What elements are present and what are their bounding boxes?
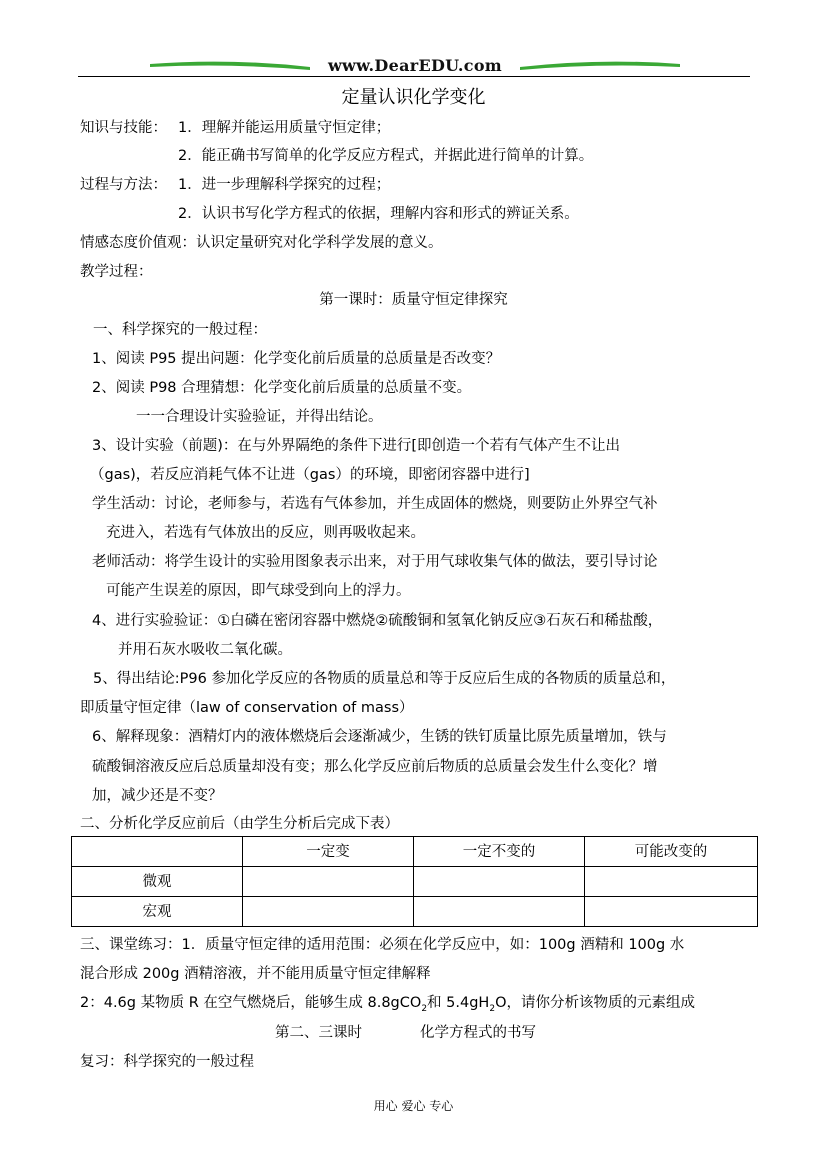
exercise-line2: 混合形成 200g 酒精溶液，并不能用质量守恒定律解释	[80, 966, 431, 982]
step-6-line1: 6、解释现象：酒精灯内的液体燃烧后会逐渐减少，生锈的铁钉质量比原先质量增加，铁与	[92, 729, 667, 745]
teaching-process-label: 教学过程：	[80, 264, 153, 280]
step-4-line1: 4、进行实验验证：①白磷在密闭容器中燃烧②硫酸铜和氢氧化钠反应③石灰石和稀盐酸，	[92, 613, 663, 629]
table-header-cell: 一定不变的	[414, 837, 585, 867]
step-6-line2: 硫酸铜溶液反应后总质量却没有变；那么化学反应前后物质的总质量会发生什么变化？增	[92, 759, 658, 775]
exercise-line1: 三、课堂练习：1．质量守恒定律的适用范围：必须在化学反应中，如：100g 酒精和 100g 水	[80, 937, 685, 953]
student-activity-line2: 充进入，若选有气体放出的反应，则再吸收起来。	[106, 525, 425, 541]
analysis-table	[71, 836, 758, 927]
table-row	[72, 867, 758, 897]
step-3-line1: 3、设计实验（前题)：在与外界隔绝的条件下进行[即创造一个若有气体产生不让出	[92, 438, 621, 454]
row-label-macro: 宏观	[72, 897, 243, 927]
table-cell	[243, 897, 414, 927]
step-5-line2: 即质量守恒定律（law of conservation of mass）	[80, 700, 414, 716]
student-activity-line1: 学生活动：讨论，老师参与，若选有气体参加，并生成固体的燃烧，则要防止外界空气补	[92, 496, 658, 512]
knowledge-item-2: 2．能正确书写简单的化学反应方程式，并据此进行简单的计算。	[178, 148, 594, 164]
process-label: 过程与方法：	[80, 177, 167, 193]
table-cell	[585, 897, 758, 927]
site-logo-text: www.DearEDU.com	[327, 56, 503, 75]
table-cell	[414, 897, 585, 927]
table-cell	[414, 867, 585, 897]
step-5-line1: 5、得出结论:P96 参加化学反应的各物质的质量总和等于反应后生成的各物质的质量总和，	[93, 671, 676, 687]
subscript-2: 2	[489, 1003, 496, 1014]
lesson1-heading: 第一课时：质量守恒定律探究	[319, 292, 508, 308]
subscript-2: 2	[421, 1003, 428, 1014]
table-header-cell: 可能改变的	[585, 837, 758, 867]
table-row	[72, 897, 758, 927]
process-item-1: 1．进一步理解科学探究的过程；	[178, 177, 391, 193]
exercise-text-a: 2：4.6g 某物质 R 在空气燃烧后，能够生成 8.8gCO	[80, 995, 422, 1011]
review-line: 复习：科学探究的一般过程	[80, 1054, 254, 1070]
step-3-line2: （gas)，若反应消耗气体不让进（gas）的环境，即密闭容器中进行]	[90, 467, 530, 483]
section2-heading: 二、分析化学反应前后（由学生分析后完成下表）	[80, 816, 399, 832]
lesson23-heading-part2: 化学方程式的书写	[420, 1025, 536, 1041]
table-header-row	[72, 837, 758, 867]
step-2-note: 一一合理设计实验验证，并得出结论。	[136, 409, 383, 425]
step-2: 2、阅读 P98 合理猜想：化学变化前后质量的总质量不变。	[92, 380, 472, 396]
table-cell	[243, 867, 414, 897]
knowledge-item-1: 1．理解并能运用质量守恒定律；	[178, 120, 391, 136]
section1-heading: 一、科学探究的一般过程：	[93, 322, 267, 338]
teacher-activity-line2: 可能产生误差的原因，即气球受到向上的浮力。	[106, 583, 411, 599]
exercise-line3	[80, 993, 695, 1019]
step-6-line3: 加，减少还是不变？	[92, 788, 223, 804]
exercise-text-c: O，请你分析该物质的元素组成	[495, 995, 695, 1011]
knowledge-label: 知识与技能：	[80, 120, 167, 136]
step-1: 1、阅读 P95 提出问题：化学变化前后质量的总质量是否改变？	[92, 351, 501, 367]
page-footer: 用心 爱心 专心	[373, 1099, 454, 1113]
page-title: 定量认识化学变化	[341, 87, 486, 108]
table-cell	[585, 867, 758, 897]
step-4-line2: 并用石灰水吸收二氧化碳。	[118, 642, 292, 658]
lesson23-heading-part1: 第二、三课时	[275, 1025, 362, 1041]
emotion-objective: 情感态度价值观：认识定量研究对化学科学发展的意义。	[80, 235, 443, 251]
process-item-2: 2．认识书写化学方程式的依据，理解内容和形式的辨证关系。	[178, 206, 579, 222]
header-divider	[78, 76, 750, 77]
exercise-text-b: 和 5.4gH	[427, 995, 490, 1011]
teacher-activity-line1: 老师活动：将学生设计的实验用图象表示出来，对于用气球收集气体的做法，要引导讨论	[92, 554, 658, 570]
table-header-cell: 一定变	[243, 837, 414, 867]
table-header-cell	[72, 837, 243, 867]
row-label-micro: 微观	[72, 867, 243, 897]
